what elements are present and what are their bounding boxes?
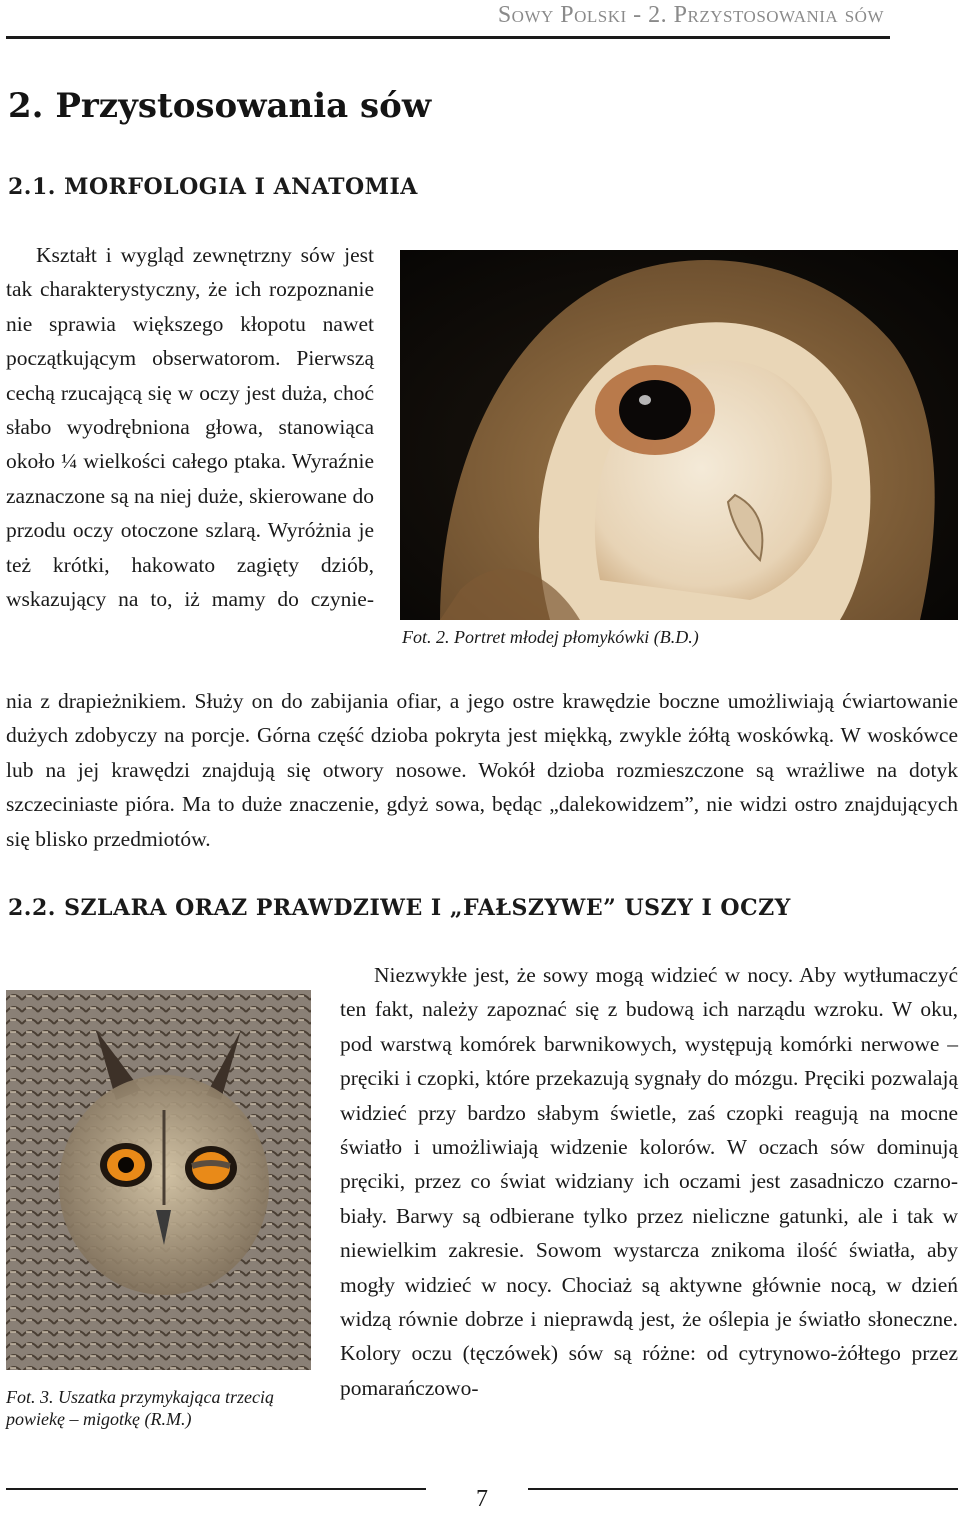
page-number: 7 (476, 1486, 488, 1512)
barn-owl-photo (400, 250, 958, 620)
figure-2-caption: Fot. 2. Portret młodej płomykówki (B.D.) (402, 627, 699, 647)
vision-paragraph: Niezwykłe jest, że sowy mogą widzieć w nocy. Aby wytłumaczyć ten fakt, należy zapoznać się z budową ich narządu wzroku. W oku, pod warstwą komórek barwnikowych, występują komórki nerwowe – pręciki i czopki, które przekazują sygnały do mózgu. Pręciki pozwalają widzieć przy bardzo słabym świetle, zaś czopki reagują na mocne światło i umożliwiają widzenie kolorów. W oczach sów dominują pręciki, przez co świat widziany ich oczami jest zasadniczo czarno-biały. Barwy są odbierane tylko przez nieliczne gatunki, ale i tak w niewielkim zakresie. Sowom wystarcza znikoma ilość światła, aby mogły widzieć w nocy. Chociaż są aktywne głównie nocą, w dzień widzą równie dobrze i nieprawdą jest, że oślepia je światło słoneczne. Kolory oczu (tęczówek) sów są różne: od cytrynowo-żółtego przez pomarańczowo- (340, 963, 958, 1400)
section-heading-morphology: 2.1. MORFOLOGIA I ANATOMIA (8, 174, 418, 200)
running-head: Sowy Polski - 2. Przystosowania sów (497, 2, 884, 28)
footer-rule-left (6, 1488, 426, 1490)
section-heading-facial-disc: 2.2. SZLARA ORAZ PRAWDZIWE I „FAŁSZYWE” USZY I OCZY (8, 895, 791, 921)
figure-3-caption: Fot. 3. Uszatka przymykająca trzecią powiekę – migotkę (R.M.) (6, 1387, 274, 1429)
footer-rule-right (528, 1488, 958, 1490)
morphology-paragraph-start: Kształt i wygląd zewnętrzny sów jest tak charakterystyczny, że ich rozpoznanie nie sprawia większego kłopotu nawet początkującym obserwatorom. Pierwszą cechą rzucającą się w oczy jest duża, choć słabo wyodrębniona głowa, stanowiąca około ¼ wielkości całego ptaka. Wyraźnie zaznaczone są na niej duże, skierowane do przodu oczy otoczone szlarą. Wyróżnia je też krótki, hakowato zagięty dziób, wskazujący na to, iż mamy do czynie- (6, 243, 374, 612)
header-rule (6, 36, 890, 39)
chapter-title: 2. Przystosowania sów (8, 86, 432, 126)
long-eared-owl-photo (6, 990, 311, 1370)
morphology-paragraph-continued: nia z drapieżnikiem. Służy on do zabijania ofiar, a jego ostre krawędzie boczne umożliwiają ćwiartowanie dużych zdobyczy na porcje. Górna część dzioba pokryta jest miękką, zwykle żółtą woskówką. W woskówce lub na jej krawędzi znajdują się otwory nosowe. Wokół dzioba rozmieszczone są wrażliwe na dotyk szczeciniaste pióra. Ma to duże znaczenie, gdyż sowa, będąc „dalekowidzem”, nie widzi ostro znajdujących się blisko przedmiotów. (6, 689, 958, 851)
